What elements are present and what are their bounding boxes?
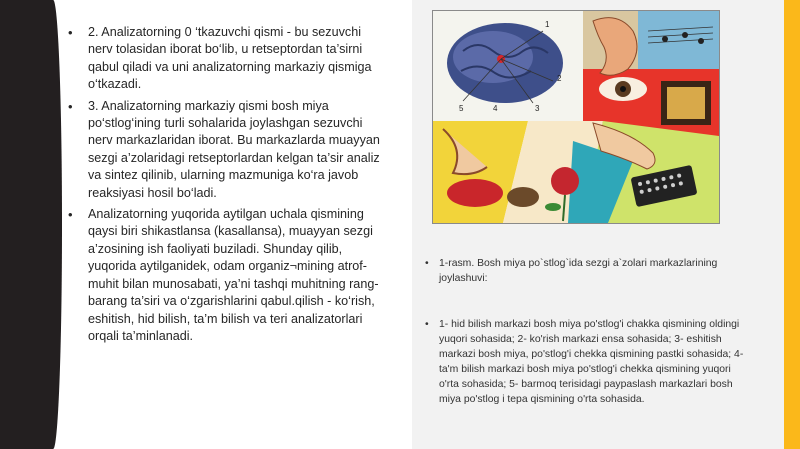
- figure-caption: [424, 257, 744, 286]
- figure-number-5: 5: [459, 104, 464, 113]
- figure-number-1: 1: [545, 20, 550, 29]
- bullet-item-1: • 2. Analizatorning 0 ‘tkazuvchi qismi - bu sezuvchi nerv tolasidan iborat bo‘lib, u retseptordan ta’sirni qabul qiladi va uni analizatorning markaziy qismiga o‘tkazadi.: [66, 24, 388, 94]
- left-text-column: [66, 24, 388, 349]
- right-accent-strip: [784, 0, 800, 449]
- legend-text: • 1- hid bilish markazi bosh miya po'stlog'i chakka qismining oldingi yuqori sohasida; 2- ko'rish markazi ensa sohasida; 3- eshitish markazi bosh miya, po'stlog'i chekka qismining pastki sohasida; 4- ta'm bilish markazi bosh miya po'stlog'i chekka qismining yuqori o'rta sohasida; 5- barmoq terisidagi paypaslash markazlari bosh miya po'stlog i tepa qismining o'rta sohasida.: [424, 318, 744, 407]
- figure-legend: [424, 318, 744, 407]
- figure-number-2: 2: [557, 74, 562, 83]
- bullet-item-3: • Analizatorning yuqorida aytilgan uchala qismining qaysi biri shikastlansa (kasallansa), muayyan sezgi a’zosining ish faoliyati buziladi. Shunday qilib, yuqorida aytilganidek, odam organiz¬mining atrof-muhit bilan munosabati, ya’ni tashqi muhitning rang-barang ta’siri va o‘zgarishlarini qabul.qilish - ko‘rish, eshitish, hid bilish, ta’m bilish va teri analizatorlari orqali ta’minlanadi.: [66, 206, 388, 345]
- left-dark-curve: [40, 0, 62, 449]
- bullet-item-2: • 3. Analizatorning markaziy qismi bosh miya po‘stlog‘ining turli sohalarida joylashgan sezuvchi nerv markazlaridan iborat. Bu markazlarda muayyan sezgi a’zolaridagi retseptorlardan kelgan ta’sir analiz va sintez qilinib, ularning mazmuniga ko‘ra javob reaksiyasi hosil bo‘ladi.: [66, 98, 388, 202]
- caption-text: • 1-rasm. Bosh miya po`stlog`ida sezgi a`zolari markazlarining joylashuvi:: [424, 257, 744, 286]
- brain-senses-illustration: [432, 10, 720, 224]
- illustration-svg: [433, 11, 719, 223]
- figure-number-3: 3: [535, 104, 540, 113]
- figure-number-4: 4: [493, 104, 498, 113]
